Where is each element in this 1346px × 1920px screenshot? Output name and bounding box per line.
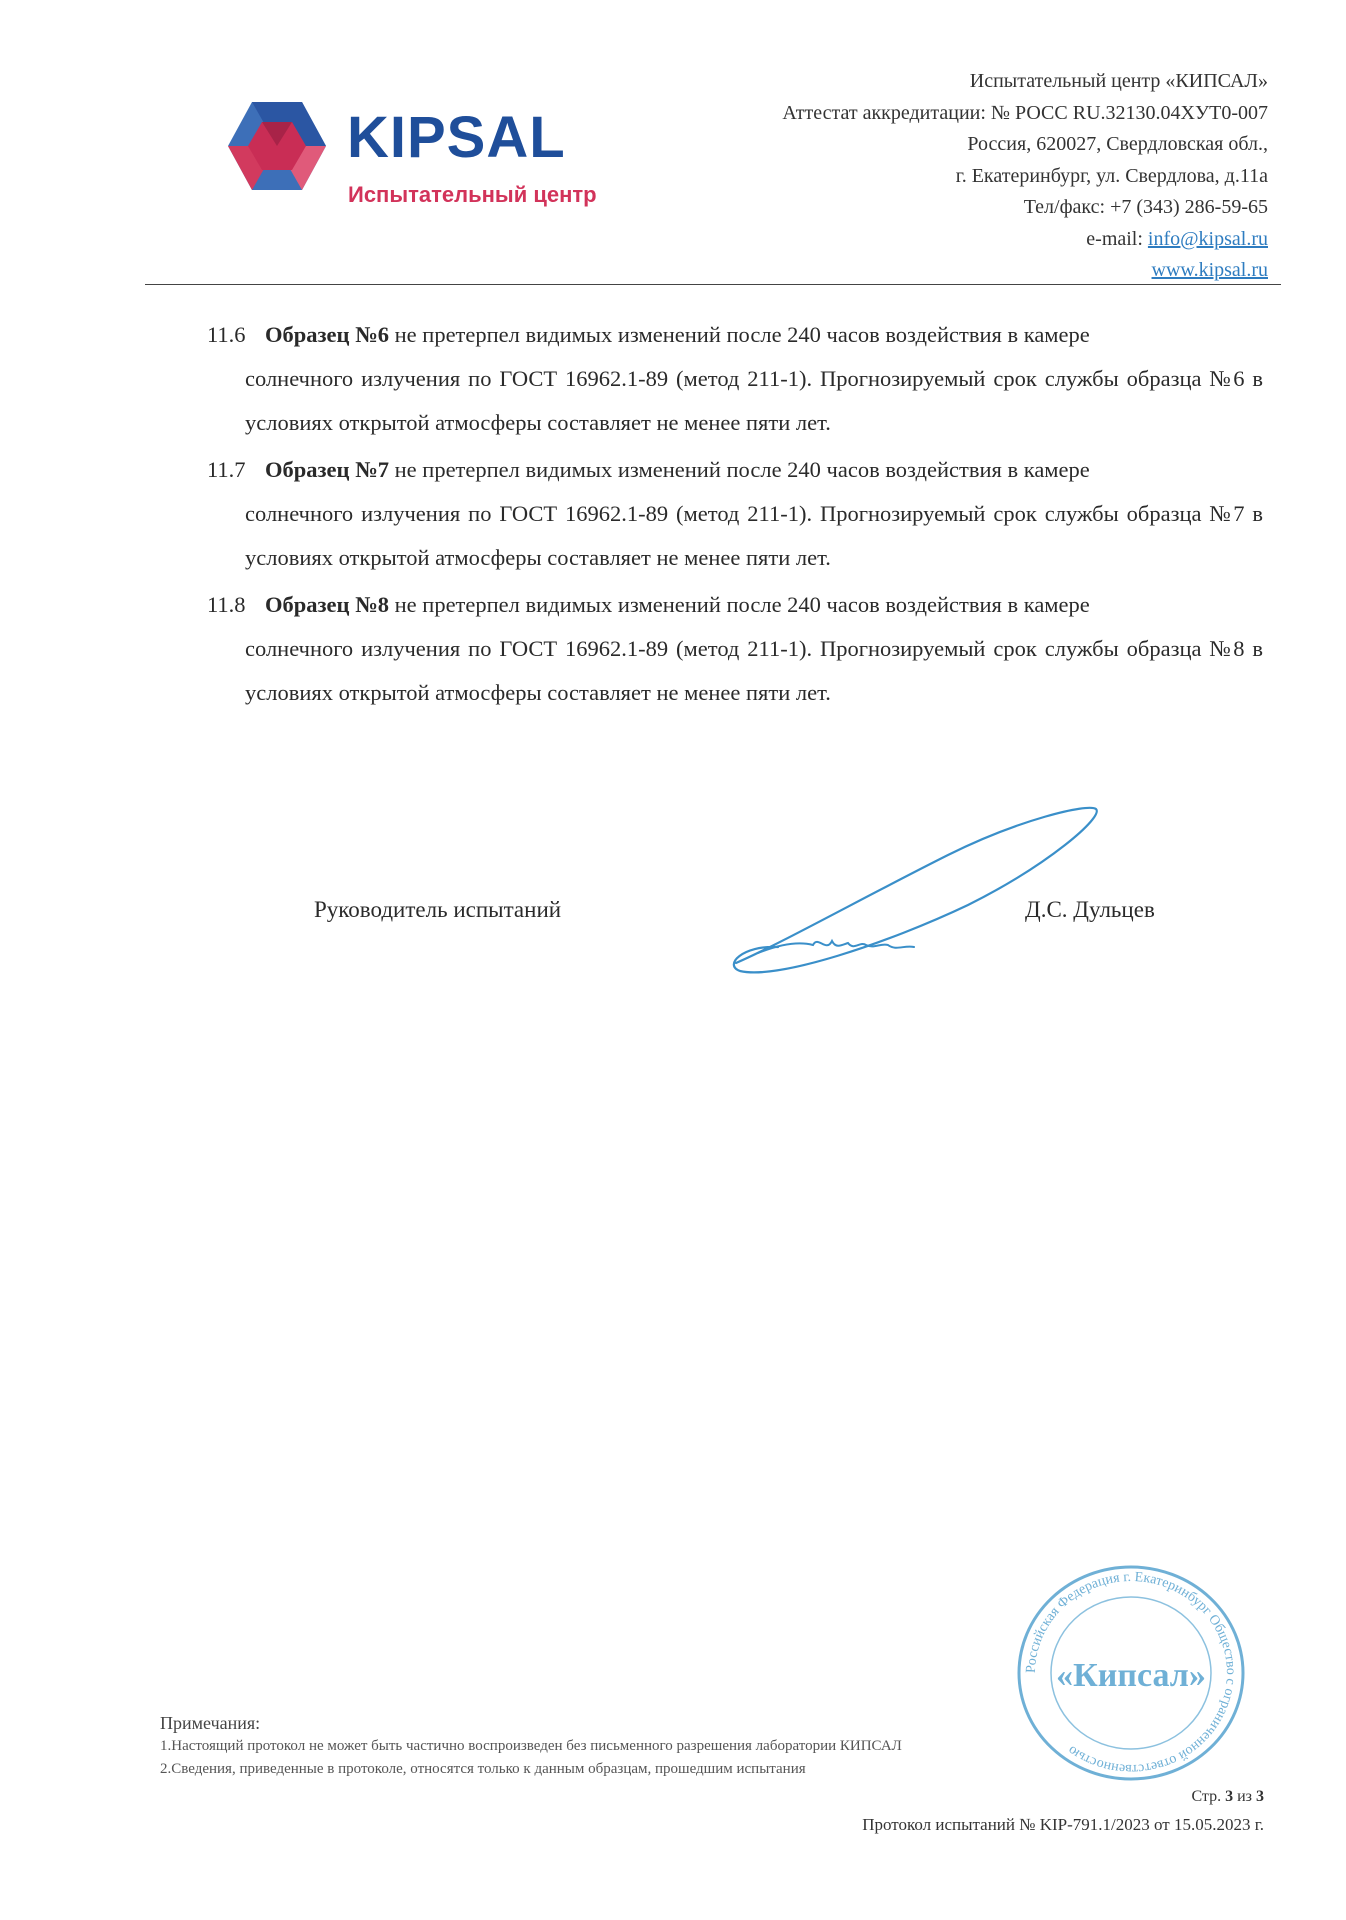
seal-ring-text: Российская Федерация г. Екатеринбург Общество с ограниченной ответственностью	[1023, 1569, 1239, 1777]
email-label: e-mail:	[1086, 227, 1148, 250]
item-continuation: солнечного излучения по ГОСТ 16962.1-89 (метод 211-1). Прогнозируемый срок службы образца №7 в условиях открытой атмосферы составляет не менее пяти лет.	[245, 501, 1263, 570]
item-number: 11.7	[207, 457, 246, 482]
contact-line: г. Екатеринбург, ул. Свердлова, д.11а	[955, 164, 1268, 187]
seal-center-text: «Кипсал»	[1056, 1657, 1206, 1694]
website-line	[782, 255, 1268, 287]
contact-line: Россия, 620027, Свердловская обл.,	[967, 133, 1268, 155]
contact-block	[782, 66, 1268, 287]
contact-line: Аттестат аккредитации: № РОСС RU.32130.04ХУТ0-007	[782, 101, 1268, 124]
notes-title: Примечания:	[160, 1713, 261, 1733]
item-continuation: солнечного излучения по ГОСТ 16962.1-89 (метод 211-1). Прогнозируемый срок службы образца №6 в условиях открытой атмосферы составляет не менее пяти лет.	[245, 366, 1263, 435]
contact-line: Испытательный центр «КИПСАЛ»	[969, 70, 1268, 92]
item-label: Образец №6	[265, 322, 389, 347]
kipsal-logo	[222, 96, 642, 226]
item-text: не претерпел видимых изменений после 240 часов воздействия в камере	[389, 322, 1090, 347]
item-label: Образец №7	[265, 457, 389, 482]
contact-line: Тел/факс: +7 (343) 286-59-65	[1023, 196, 1268, 218]
note-line: 2.Сведения, приведенные в протоколе, относятся только к данным образцам, прошедшим испытания	[160, 1761, 806, 1777]
item-continuation: солнечного излучения по ГОСТ 16962.1-89 (метод 211-1). Прогнозируемый срок службы образца №8 в условиях открытой атмосферы составляет не менее пяти лет.	[245, 636, 1263, 705]
item-number: 11.6	[207, 322, 246, 347]
list-item	[207, 313, 1263, 445]
company-seal	[1006, 1558, 1256, 1788]
email-line	[782, 224, 1268, 256]
results-list	[207, 313, 1263, 718]
hexagon-logo-icon	[222, 96, 332, 196]
website-link[interactable]: www.kipsal.ru	[1151, 259, 1268, 281]
header-divider	[145, 284, 1281, 285]
signatory-name: Д.С. Дульцев	[1025, 897, 1155, 922]
item-number: 11.8	[207, 592, 246, 617]
item-label: Образец №8	[265, 592, 389, 617]
brand-name: KIPSAL	[347, 105, 566, 170]
email-link[interactable]: info@kipsal.ru	[1147, 227, 1268, 250]
signatory-role: Руководитель испытаний	[314, 897, 562, 922]
page-number: Стр. 3 из 3	[1191, 1788, 1264, 1805]
brand-subtitle: Испытательный центр	[348, 182, 597, 207]
item-text: не претерпел видимых изменений после 240 часов воздействия в камере	[389, 457, 1090, 482]
item-text: не претерпел видимых изменений после 240 часов воздействия в камере	[389, 592, 1090, 617]
list-item	[207, 583, 1263, 715]
protocol-reference: Протокол испытаний № KIP-791.1/2023 от 15.05.2023 г.	[862, 1815, 1264, 1834]
note-line: 1.Настоящий протокол не может быть частично воспроизведен без письменного разрешения лаборатории КИПСАЛ	[160, 1738, 902, 1754]
handwritten-signature	[718, 795, 1108, 985]
list-item	[207, 448, 1263, 580]
footer-notes	[160, 1712, 902, 1781]
